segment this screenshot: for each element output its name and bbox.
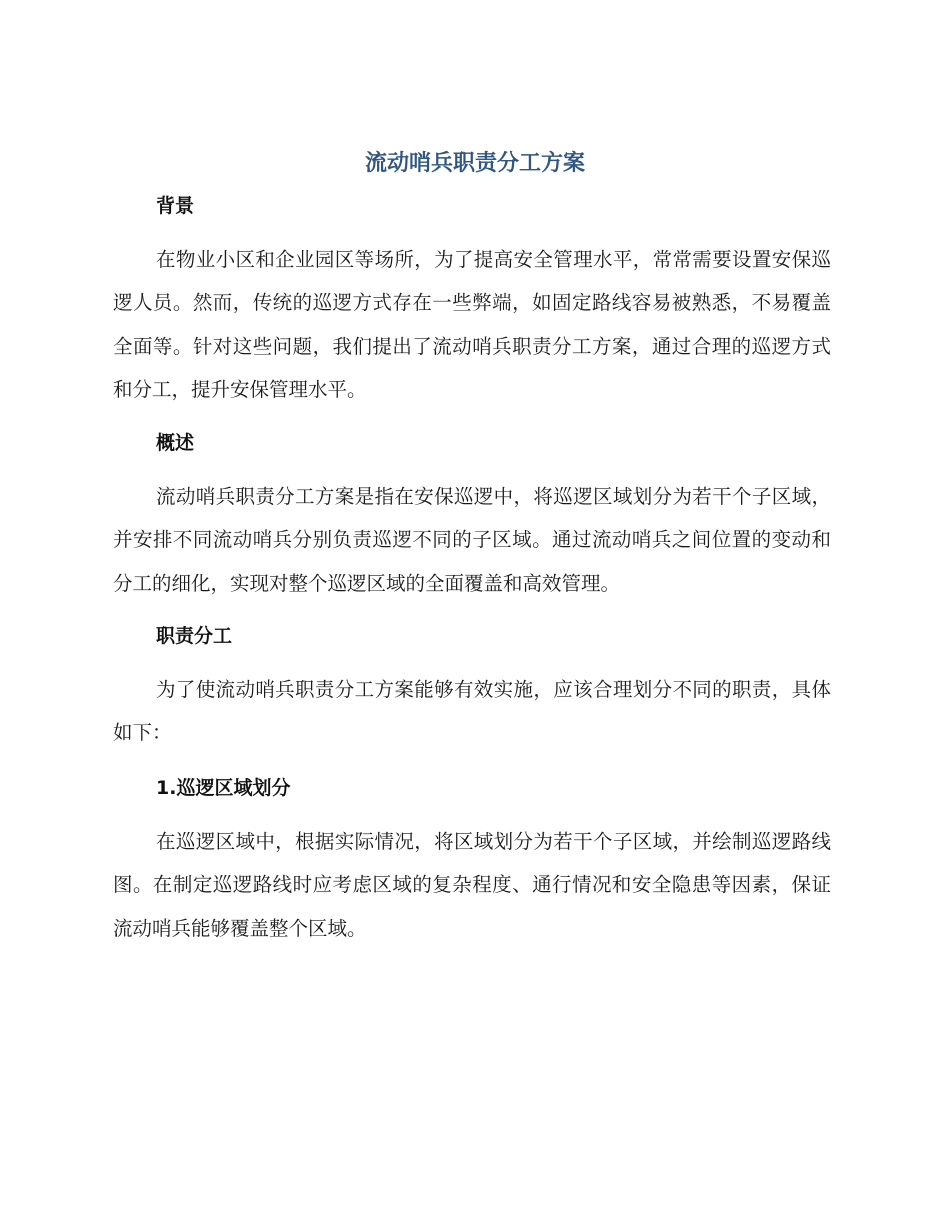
- section-paragraph-responsibilities: 为了使流动哨兵职责分工方案能够有效实施，应该合理划分不同的职责，具体如下：: [113, 678, 831, 745]
- section-heading-background: 背景: [156, 195, 195, 217]
- document-title: 流动哨兵职责分工方案: [364, 151, 585, 176]
- section-heading-patrol-area-division: 1.巡逻区域划分: [156, 777, 291, 799]
- section-heading-overview: 概述: [156, 432, 195, 454]
- section-paragraph-overview: 流动哨兵职责分工方案是指在安保巡逻中，将巡逻区域划分为若干个子区域，并安排不同流动哨兵分别负责巡逻不同的子区域。通过流动哨兵之间位置的变动和分工的细化，实现对整个巡逻区域的全面覆盖和高效管理。: [113, 485, 831, 595]
- section-paragraph-patrol-area-division: 在巡逻区域中，根据实际情况，将区域划分为若干个子区域，并绘制巡逻路线图。在制定巡逻路线时应考虑区域的复杂程度、通行情况和安全隐患等因素，保证流动哨兵能够覆盖整个区域。: [113, 830, 831, 940]
- section-heading-responsibilities: 职责分工: [156, 625, 233, 647]
- section-paragraph-background: 在物业小区和企业园区等场所，为了提高安全管理水平，常常需要设置安保巡逻人员。然而，传统的巡逻方式存在一些弊端，如固定路线容易被熟悉，不易覆盖全面等。针对这些问题，我们提出了流动哨兵职责分工方案，通过合理的巡逻方式和分工，提升安保管理水平。: [113, 248, 831, 401]
